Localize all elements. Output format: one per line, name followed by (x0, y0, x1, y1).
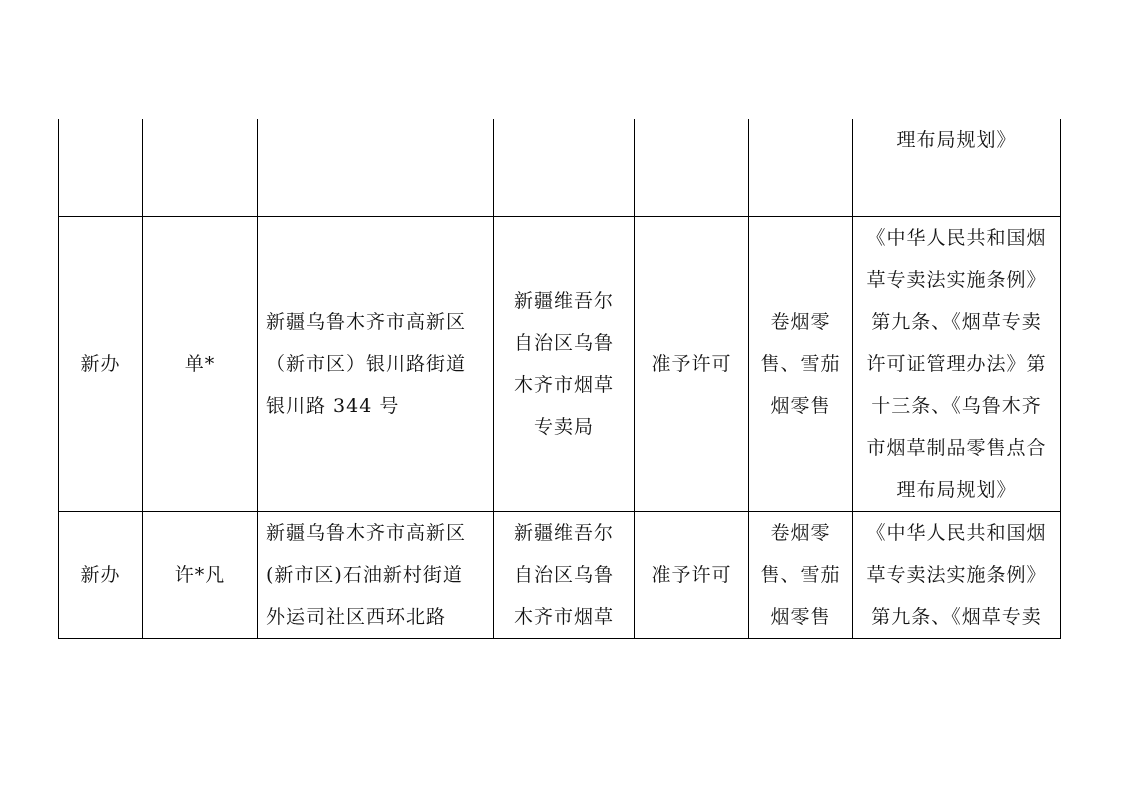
address-line: (新市区)石油新村街道 (266, 563, 463, 586)
scope-line: 烟零售 (770, 394, 831, 417)
basis-line: 市烟草制品零售点合 (866, 436, 1047, 459)
basis-line: 草专卖法实施条例》 (866, 563, 1047, 586)
basis-line: 理布局规划》 (896, 478, 1017, 501)
cell-decision (635, 119, 749, 216)
authority-line: 新疆维吾尔 (513, 521, 614, 544)
table-row (59, 511, 1061, 638)
scope-line: 卷烟零 (770, 521, 831, 544)
authority-line: 自治区乌鲁 (513, 331, 614, 354)
basis-line: 《中华人民共和国烟 (866, 226, 1047, 249)
address-line: （新市区）银川路街道 (266, 352, 467, 375)
cell-basis (853, 511, 1061, 638)
permit-table (58, 119, 1061, 639)
basis-line: 草专卖法实施条例》 (866, 268, 1047, 291)
scope-line: 售、雪茄 (760, 352, 841, 375)
authority-line: 新疆维吾尔 (513, 289, 614, 312)
basis-line: 《中华人民共和国烟 (866, 521, 1047, 544)
authority-line: 木齐市烟草 (513, 605, 614, 628)
cell-scope (749, 511, 853, 638)
cell-authority (494, 216, 635, 511)
cell-decision: 准予许可 (635, 511, 749, 638)
scope-line: 卷烟零 (770, 310, 831, 333)
basis-line: 第九条、《烟草专卖 (871, 310, 1042, 333)
address-line: 外运司社区西环北路 (266, 605, 447, 628)
authority-line: 木齐市烟草 (513, 373, 614, 396)
cell-type (59, 119, 143, 216)
cell-name (143, 119, 258, 216)
cell-type: 新办 (59, 511, 143, 638)
basis-line: 十三条、《乌鲁木齐 (871, 394, 1042, 417)
cell-name: 许*凡 (143, 511, 258, 638)
cell-type: 新办 (59, 216, 143, 511)
cell-basis (853, 216, 1061, 511)
scope-line: 售、雪茄 (760, 563, 841, 586)
authority-line: 自治区乌鲁 (513, 563, 614, 586)
scope-line: 烟零售 (770, 605, 831, 628)
authority-line: 专卖局 (533, 415, 594, 438)
cell-authority (494, 511, 635, 638)
basis-line: 理布局规划》 (896, 129, 1017, 151)
cell-address (258, 119, 494, 216)
cell-authority (494, 119, 635, 216)
address-line: 新疆乌鲁木齐市高新区 (266, 521, 467, 544)
basis-line: 许可证管理办法》第 (866, 352, 1047, 375)
basis-line: 第九条、《烟草专卖 (871, 605, 1042, 628)
cell-basis (853, 119, 1061, 216)
address-line: 银川路 344 号 (266, 394, 400, 417)
cell-scope (749, 119, 853, 216)
cell-address (258, 216, 494, 511)
table-row (59, 216, 1061, 511)
cell-address (258, 511, 494, 638)
cell-scope (749, 216, 853, 511)
cell-name: 单* (143, 216, 258, 511)
table-row (59, 119, 1061, 216)
cell-decision: 准予许可 (635, 216, 749, 511)
address-line: 新疆乌鲁木齐市高新区 (266, 310, 467, 333)
